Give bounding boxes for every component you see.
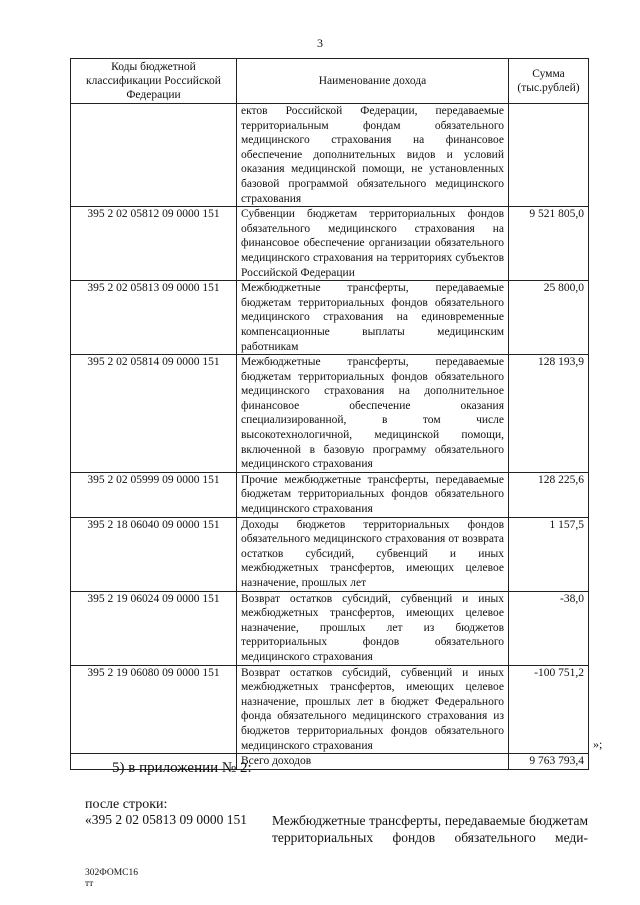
row-code: 395 2 02 05814 09 0000 151 <box>71 355 237 473</box>
table-row <box>71 281 589 355</box>
row-name: Субвенции бюджетам территориальных фондов обязательного медицинского страхования на финансовое обеспечение организации обязательного медицинского страхования на территориях субъектов Российской Федерации <box>237 207 509 281</box>
row-name: Прочие межбюджетные трансферты, передаваемые бюджетам территориальных фондов обязательного медицинского страхования <box>237 472 509 517</box>
table-row <box>71 207 589 281</box>
amendment-item-5: 5) в приложении № 2: <box>112 760 252 776</box>
table-row <box>71 472 589 517</box>
row-name: Возврат остатков субсидий, субвенций и иных межбюджетных трансфертов, имеющих целевое назначение, прошлых лет в бюджет Федерального фонда обязательного медицинского страхования из бюджетов территориальных фондов обязательного медицинского страхования <box>237 665 509 754</box>
total-sum: 9 763 793,4 <box>509 754 589 770</box>
row-sum: 1 157,5 <box>509 517 589 591</box>
row-sum: 128 225,6 <box>509 472 589 517</box>
row-code: 395 2 02 05812 09 0000 151 <box>71 207 237 281</box>
row-code: 395 2 19 06080 09 0000 151 <box>71 665 237 754</box>
footer-initials: тт <box>85 879 94 889</box>
row-code: 395 2 19 06024 09 0000 151 <box>71 591 237 665</box>
page-number: 3 <box>317 36 323 50</box>
after-line-label: после строки: <box>85 797 168 812</box>
row-sum: -38,0 <box>509 591 589 665</box>
footer-doc-code: 302ФОМС16 <box>85 868 139 878</box>
row-code: 395 2 18 06040 09 0000 151 <box>71 517 237 591</box>
row-code: 395 2 02 05813 09 0000 151 <box>71 281 237 355</box>
table-header-row <box>71 59 589 104</box>
row-name: Доходы бюджетов территориальных фондов обязательного медицинского страхования от возврата остатков субсидий, субвенций и иных межбюджетных трансфертов, имеющих целевое назначение, прошлых лет <box>237 517 509 591</box>
row-name: ектов Российской Федерации, передаваемые территориальным фондам обязательного медицинского страхования на финансовое обеспечение дополнительных видов и условий оказания медицинской помощи, не установленных базовой программой обязательного медицинского страхования <box>237 104 509 207</box>
next-budget-code: «395 2 02 05813 09 0000 151 <box>85 812 247 827</box>
document-footer <box>85 868 138 890</box>
header-sum: Сумма (тыс.рублей) <box>509 59 589 104</box>
header-codes: Коды бюджетной классификации Российской Федерации <box>71 59 237 104</box>
table-row <box>71 104 589 207</box>
table-row <box>71 517 589 591</box>
header-name: Наименование дохода <box>237 59 509 104</box>
closing-quote-mark: »; <box>593 737 603 751</box>
row-name: Межбюджетные трансферты, передаваемые бюджетам территориальных фондов обязательного медицинского страхования на дополнительное финансовое обеспечение оказания специализированной, в том числе высокотехнологичной, медицинской помощи, включенной в базовую программу обязательного медицинского страхования <box>237 355 509 473</box>
table-row <box>71 591 589 665</box>
next-revenue-description: Межбюджетные трансферты, передаваемые бюджетам территориальных фондов обязательного меди- <box>272 813 588 845</box>
row-sum: 9 521 805,0 <box>509 207 589 281</box>
table-row <box>71 665 589 754</box>
row-code: 395 2 02 05999 09 0000 151 <box>71 472 237 517</box>
row-sum: 128 193,9 <box>509 355 589 473</box>
row-sum <box>509 104 589 207</box>
row-code <box>71 104 237 207</box>
row-sum: -100 751,2 <box>509 665 589 754</box>
row-sum: 25 800,0 <box>509 281 589 355</box>
total-label: Всего доходов <box>237 754 509 770</box>
row-name: Возврат остатков субсидий, субвенций и иных межбюджетных трансфертов, имеющих целевое назначение, прошлых лет из бюджетов территориальных фондов обязательного медицинского страхования <box>237 591 509 665</box>
table-row <box>71 355 589 473</box>
revenue-table <box>70 58 589 770</box>
row-name: Межбюджетные трансферты, передаваемые бюджетам территориальных фондов обязательного медицинского страхования на единовременные компенсационные выплаты медицинским работникам <box>237 281 509 355</box>
